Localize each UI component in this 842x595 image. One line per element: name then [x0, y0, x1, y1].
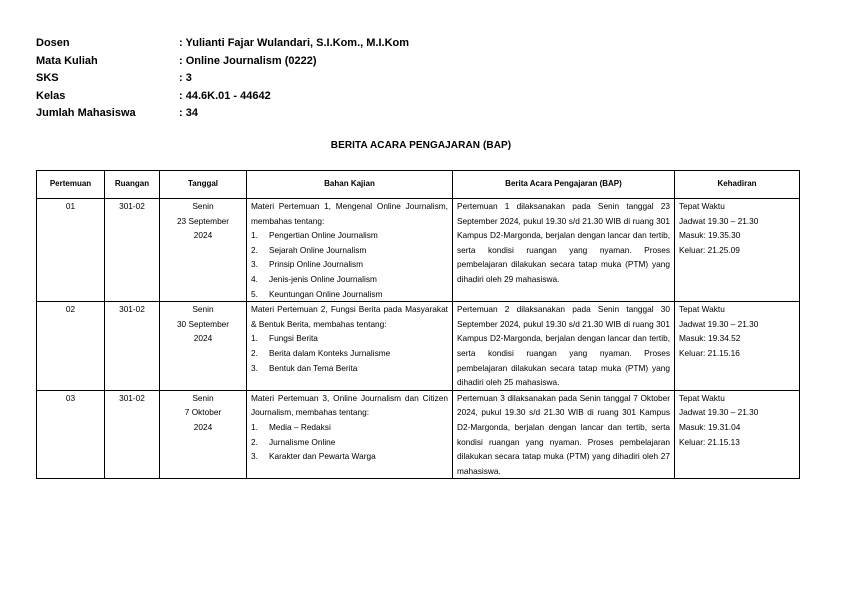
cell-pertemuan: 01: [37, 199, 105, 302]
table-row: [37, 199, 800, 302]
tanggal-year: 2024: [193, 333, 213, 344]
info-row-dosen: [36, 37, 409, 55]
cell-kehadiran: [675, 302, 800, 391]
kehadiran-status: Tepat Waktu: [679, 201, 725, 211]
cell-bap: Pertemuan 3 dilaksanakan pada Senin tanggal 7 Oktober 2024, pukul 19.30 s/d 21.30 WIB di ruang 301 Kampus D2-Margonda, berjalan dengan lancar dan tertib, serta kondisi ruangan yang nyaman. Proses pembelajaran dilakukan secara tatap muka (PTM) yang dihadiri oleh 27 mahasiswa.: [453, 390, 675, 479]
cell-ruangan: 301-02: [105, 302, 160, 391]
info-row-jumlah-mahasiswa: [36, 107, 409, 125]
cell-tanggal: [160, 302, 247, 391]
kehadiran-keluar: Keluar: 21.25.09: [679, 244, 740, 255]
topic-list: [251, 228, 448, 301]
list-item: 3. Karakter dan Pewarta Warga: [251, 451, 376, 462]
kehadiran-masuk: Masuk: 19.31.04: [679, 421, 741, 432]
tanggal-date: 23 September: [176, 215, 230, 226]
column-header-tanggal: Tanggal: [160, 171, 247, 199]
list-item: 3. Prinsip Online Journalism: [251, 259, 364, 270]
cell-bap: Pertemuan 2 dilaksanakan pada Senin tanggal 30 September 2024, pukul 19.30 s/d 21.30 WIB di ruang 301 Kampus D2-Margonda, berjalan dengan lancar dan tertib, serta kondisi ruangan yang nyaman. Proses pembelajaran dilakukan secara tatap muka (PTM) yang dihadiri oleh 25 mahasiswa.: [453, 302, 675, 391]
list-item: 1. Fungsi Berita: [251, 333, 318, 344]
column-header-bap: Berita Acara Pengajaran (BAP): [453, 171, 675, 199]
info-row-kelas: [36, 90, 409, 108]
kehadiran-status: Tepat Waktu: [679, 304, 725, 315]
info-label: Kelas: [36, 89, 66, 102]
cell-bap: Pertemuan 1 dilaksanakan pada Senin tanggal 23 September 2024, pukul 19.30 s/d 21.30 WIB di ruang 301 Kampus D2-Margonda, berjalan dengan lancar dan tertib, serta kondisi ruangan yang nyaman. Proses pembelajaran dilakukan secara tatap muka (PTM) yang dihadiri oleh 29 mahasiswa.: [453, 199, 675, 302]
list-item: 2. Jurnalisme Online: [251, 436, 336, 447]
cell-tanggal: [160, 390, 247, 479]
info-label: Mata Kuliah: [36, 54, 98, 67]
info-row-mata-kuliah: [36, 55, 409, 73]
table-row: [37, 390, 800, 479]
cell-kehadiran: [675, 199, 800, 302]
kehadiran-jadwal: Jadwat 19.30 – 21.30: [679, 318, 759, 329]
kehadiran-status: Tepat Waktu: [679, 392, 725, 403]
column-header-pertemuan: Pertemuan: [37, 171, 105, 199]
list-item: 1. Media – Redaksi: [251, 421, 331, 432]
cell-ruangan: 301-02: [105, 390, 160, 479]
cell-ruangan: 301-02: [105, 199, 160, 302]
tanggal-year: 2024: [193, 230, 213, 241]
table-row: [37, 302, 800, 391]
topic-list: [251, 331, 448, 375]
info-value: : 34: [179, 107, 198, 119]
cell-tanggal: [160, 199, 247, 302]
kehadiran-keluar: Keluar: 21.15.16: [679, 347, 740, 358]
course-info: [36, 37, 409, 125]
bap-table: [36, 170, 800, 479]
bahan-intro: Materi Pertemuan 2, Fungsi Berita pada Masyarakat & Bentuk Berita, membahas tentang:: [251, 304, 448, 329]
info-label: Jumlah Mahasiswa: [36, 107, 136, 119]
info-value: : Yulianti Fajar Wulandari, S.I.Kom., M.I.Kom: [179, 37, 410, 49]
tanggal-year: 2024: [193, 421, 213, 432]
info-value: : 44.6K.01 - 44642: [179, 89, 271, 102]
info-label: Dosen: [36, 37, 70, 49]
tanggal-day: Senin: [192, 392, 214, 403]
kehadiran-masuk: Masuk: 19.34.52: [679, 333, 741, 344]
kehadiran-jadwal: Jadwat 19.30 – 21.30: [679, 215, 759, 226]
column-header-ruangan: Ruangan: [105, 171, 160, 199]
table-header-row: [37, 171, 800, 199]
info-value: : Online Journalism (0222): [179, 54, 317, 67]
list-item: 2. Berita dalam Konteks Jurnalisme: [251, 347, 391, 358]
info-label: SKS: [36, 72, 59, 84]
bahan-intro: Materi Pertemuan 1, Mengenal Online Journalism, membahas tentang:: [251, 201, 448, 226]
cell-bahan-kajian: [247, 199, 453, 302]
topic-list: [251, 420, 448, 464]
tanggal-date: 7 Oktober: [184, 407, 222, 418]
list-item: 3. Bentuk dan Tema Berita: [251, 362, 358, 373]
cell-pertemuan: 02: [37, 302, 105, 391]
cell-kehadiran: [675, 390, 800, 479]
kehadiran-jadwal: Jadwat 19.30 – 21.30: [679, 407, 759, 418]
list-item: 1. Pengertian Online Journalism: [251, 230, 378, 241]
list-item: 2. Sejarah Online Journalism: [251, 244, 367, 255]
column-header-bahan-kajian: Bahan Kajian: [247, 171, 453, 199]
info-value: : 3: [179, 72, 192, 84]
column-header-kehadiran: Kehadiran: [675, 171, 800, 199]
list-item: 5. Keuntungan Online Journalism: [251, 288, 383, 299]
tanggal-day: Senin: [192, 304, 214, 315]
tanggal-date: 30 September: [176, 318, 230, 329]
kehadiran-masuk: Masuk: 19.35.30: [679, 230, 741, 241]
cell-pertemuan: 03: [37, 390, 105, 479]
list-item: 4. Jenis-jenis Online Journalism: [251, 273, 377, 284]
kehadiran-keluar: Keluar: 21.15.13: [679, 436, 740, 447]
info-row-sks: [36, 72, 409, 90]
tanggal-day: Senin: [192, 201, 214, 211]
cell-bahan-kajian: [247, 302, 453, 391]
cell-bahan-kajian: [247, 390, 453, 479]
document-title: BERITA ACARA PENGAJARAN (BAP): [330, 140, 512, 151]
bahan-intro: Materi Pertemuan 3, Online Journalism dan Citizen Journalism, membahas tentang:: [251, 392, 448, 418]
